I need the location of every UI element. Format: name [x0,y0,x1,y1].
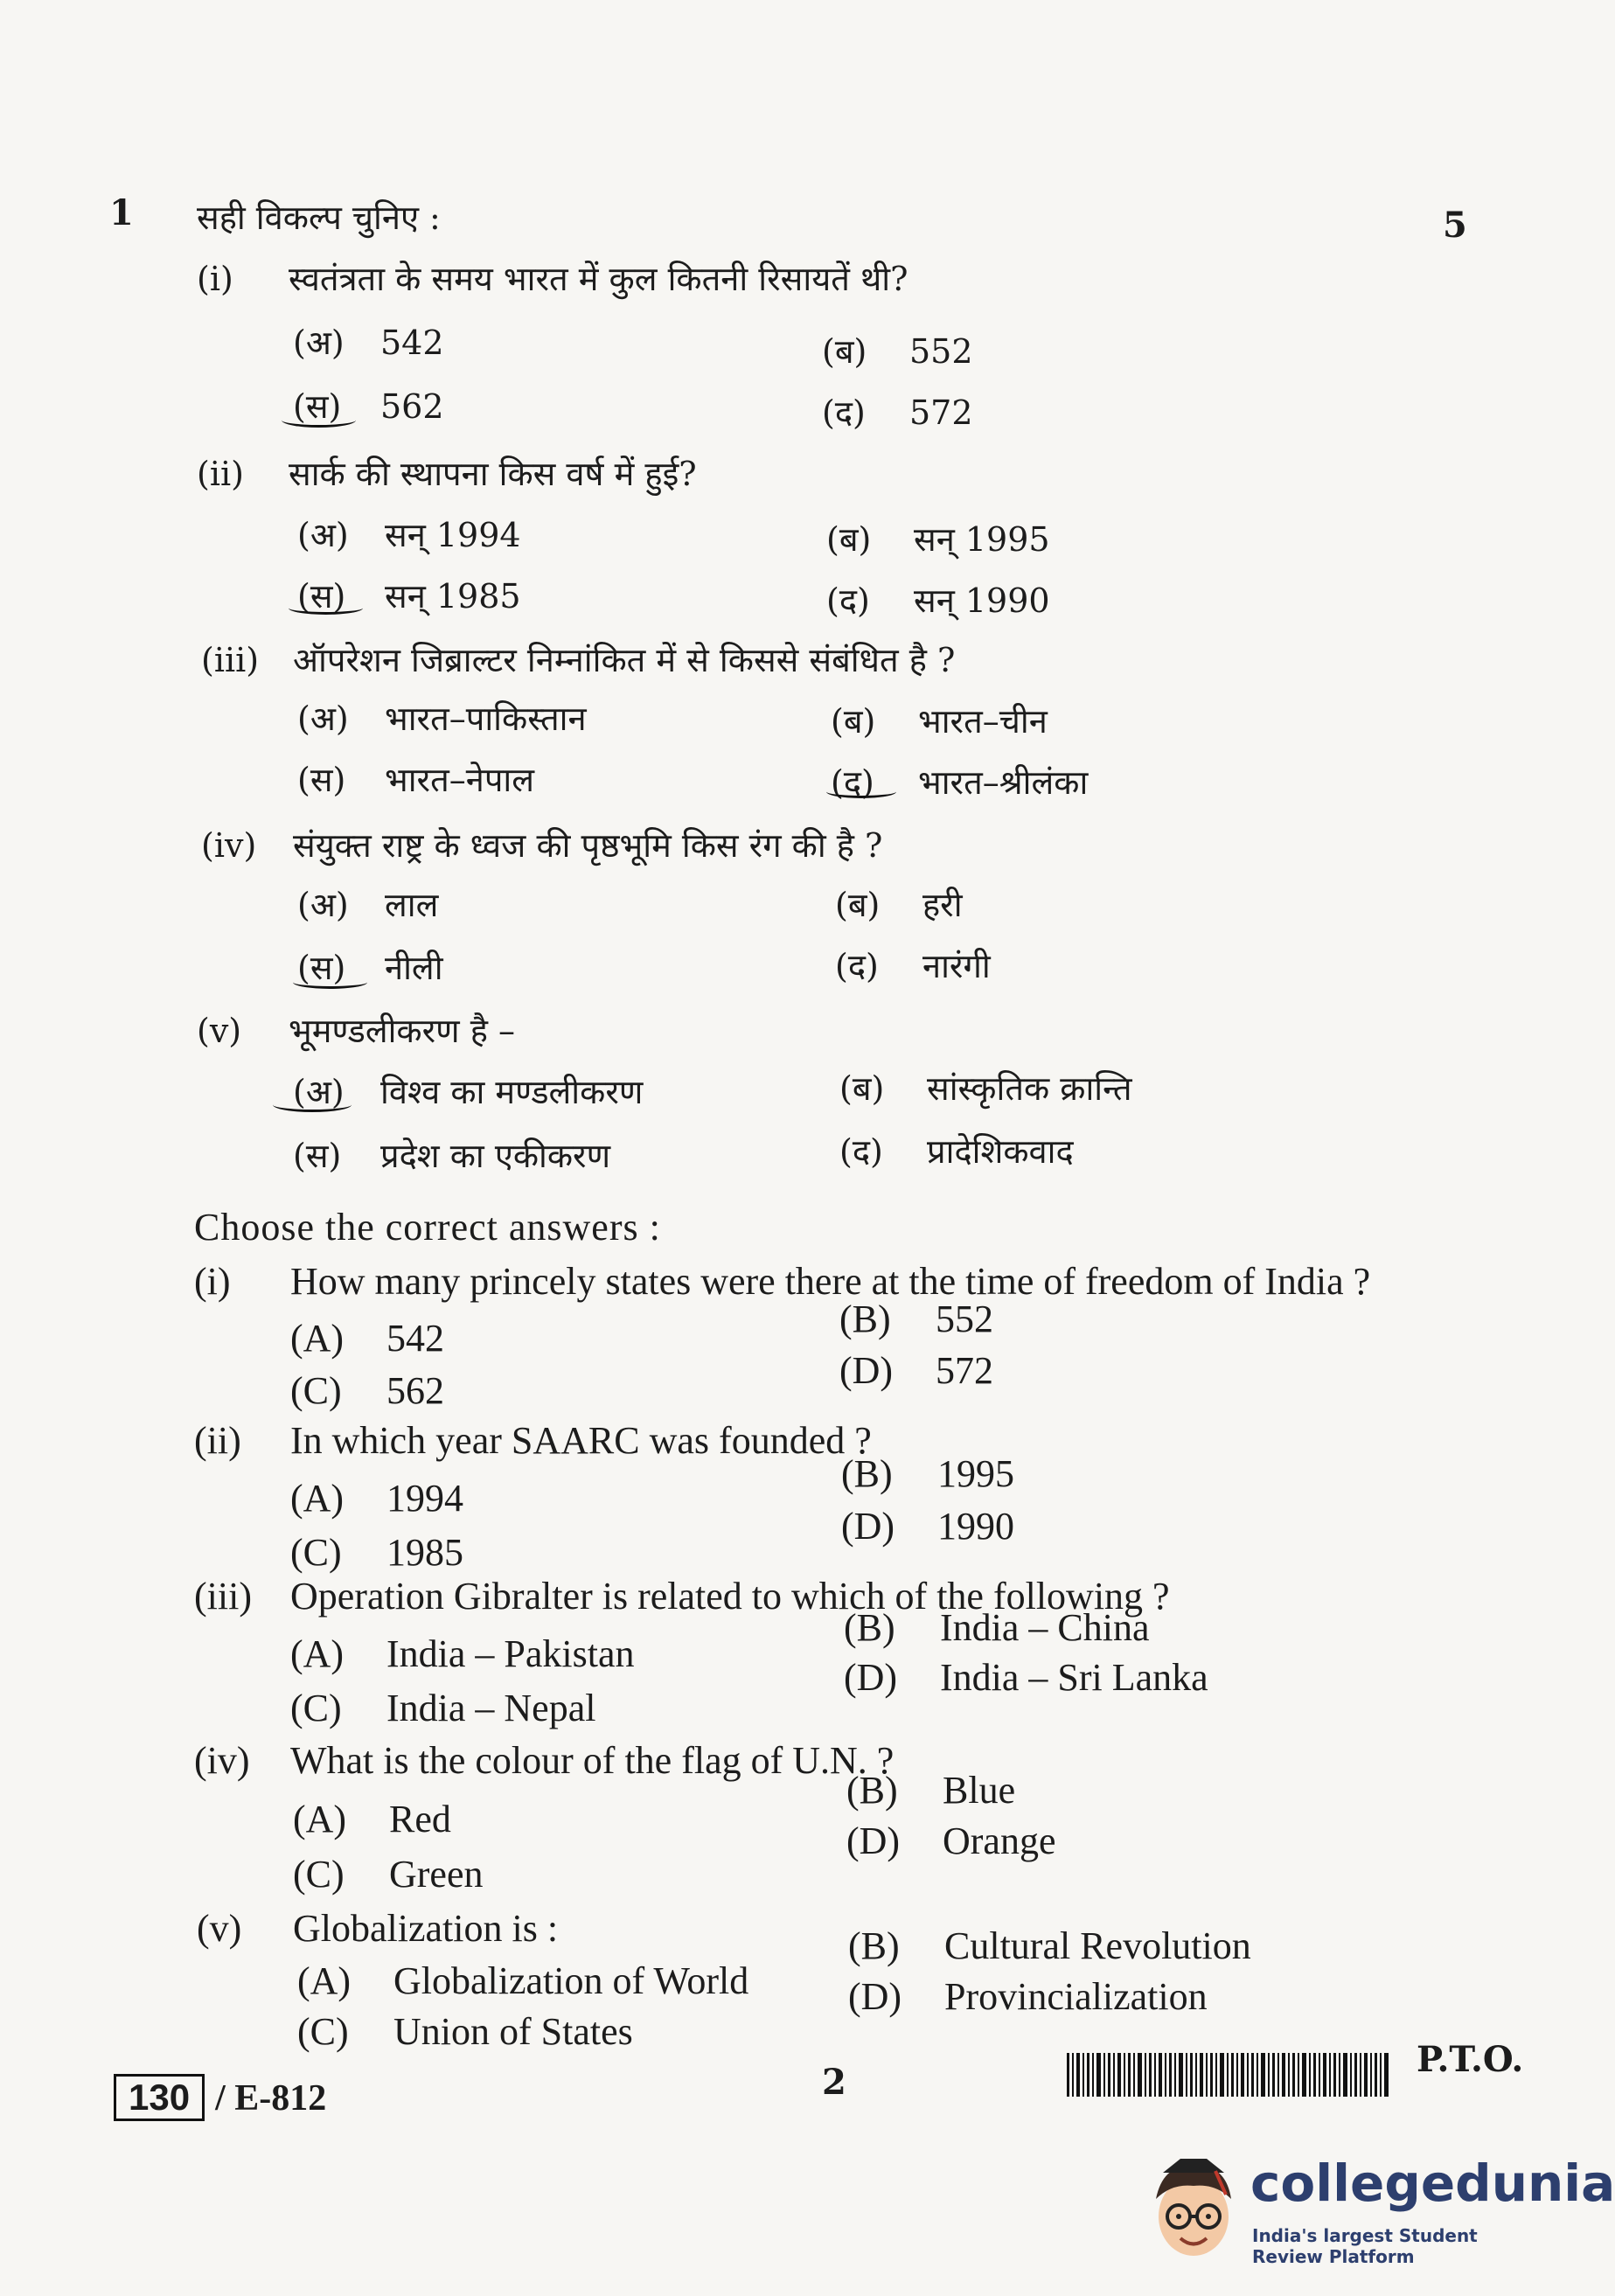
option: (D) 1990 [841,1505,1014,1548]
option: (A) 542 [290,1317,444,1360]
question-number: 1 [109,192,134,233]
english-question: (iv) What is the colour of the flag of U.N. ? [194,1739,895,1782]
option: (C) 1985 [290,1531,463,1574]
option: (स) 562 [293,387,444,426]
code-rest: / E-812 [215,2078,327,2119]
option: (स) भारत–नेपाल [297,761,535,799]
option: (C) 562 [290,1369,444,1412]
collegedunia-watermark [1145,2146,1615,2278]
question-text: स्वतंत्रता के समय भारत में कुल कितनी रिसायतें थी? [289,260,908,298]
option: (ब) भारत–चीन [831,702,1048,741]
option: (A) Globalization of World [297,1959,749,2002]
english-question: (i) How many princely states were there at the time of freedom of India ? [194,1260,1371,1303]
pen-mark [289,602,363,615]
option: (ब) सन् 1995 [826,520,1050,559]
marks: 5 [1443,205,1467,246]
option: (द) नारंगी [835,947,991,985]
student-mascot-icon [1145,2146,1242,2269]
option: (D) Provincialization [848,1975,1208,2018]
english-question: (iii) Operation Gibralter is related to which of the following ? [194,1575,1170,1618]
option: (ब) हरी [835,886,963,924]
option: (ब) सांस्कृतिक क्रान्ति [839,1069,1132,1108]
option: (D) 572 [839,1349,993,1392]
hindi-question: (iii) ऑपरेशन जिब्राल्टर निम्नांकित में से किससे संबंधित है ? [201,641,956,679]
barcode-icon [1067,2053,1390,2097]
option: (D) India – Sri Lanka [844,1656,1208,1699]
option: (द) 572 [822,393,973,432]
option: (B) Cultural Revolution [848,1924,1251,1967]
hindi-question [197,255,908,301]
option: (अ) विश्व का मण्डलीकरण [293,1073,644,1111]
option: (B) Blue [846,1769,1016,1812]
pto-label: P.T.O. [1417,2039,1524,2080]
hindi-question: (ii) सार्क की स्थापना किस वर्ष में हुई? [197,455,697,493]
option: (ब) 552 [822,332,973,371]
english-heading: Choose the correct answers : [194,1206,661,1249]
option: (A) Red [293,1798,451,1840]
pen-mark [293,976,367,989]
option: (B) 1995 [841,1452,1014,1495]
pen-mark [826,785,896,798]
hindi-heading: सही विकल्प चुनिए : [197,198,441,237]
option: (द) प्रादेशिकवाद [839,1132,1074,1171]
option: (द) सन् 1990 [826,581,1050,620]
code-box: 130 [114,2074,205,2121]
pen-mark [282,413,356,428]
option: (स) नीली [297,949,443,987]
option: (D) Orange [846,1819,1056,1862]
paper-code [114,2074,326,2121]
pen-mark [273,1097,352,1112]
option: (अ) 542 [293,324,444,362]
option: (C) Union of States [297,2010,633,2053]
option: (B) 552 [839,1298,993,1340]
question-num: (i) [197,260,233,298]
option: (C) India – Nepal [290,1687,596,1729]
option: (स) प्रदेश का एकीकरण [293,1137,611,1175]
english-question: (v) Globalization is : [197,1907,559,1950]
hindi-question: (v) भूमण्डलीकरण है – [197,1012,515,1050]
option: (अ) भारत–पाकिस्तान [297,699,587,738]
option: (अ) सन् 1994 [297,516,521,554]
option: (अ) लाल [297,886,439,924]
option: (C) Green [293,1853,484,1896]
brand-tagline: India's largest Student Review Platform [1252,2225,1478,2267]
option: (A) India – Pakistan [290,1632,635,1675]
option: (B) India – China [844,1606,1150,1649]
option: (द) भारत–श्रीलंका [831,763,1089,802]
option: (स) सन् 1985 [297,577,521,616]
english-question: (ii) In which year SAARC was founded ? [194,1419,872,1462]
hindi-question: (iv) संयुक्त राष्ट्र के ध्वज की पृष्ठभूमि किस रंग की है ? [201,826,883,865]
page-number: 2 [822,2062,846,2103]
brand-name: collegedunia [1250,2153,1615,2213]
option: (A) 1994 [290,1477,463,1520]
